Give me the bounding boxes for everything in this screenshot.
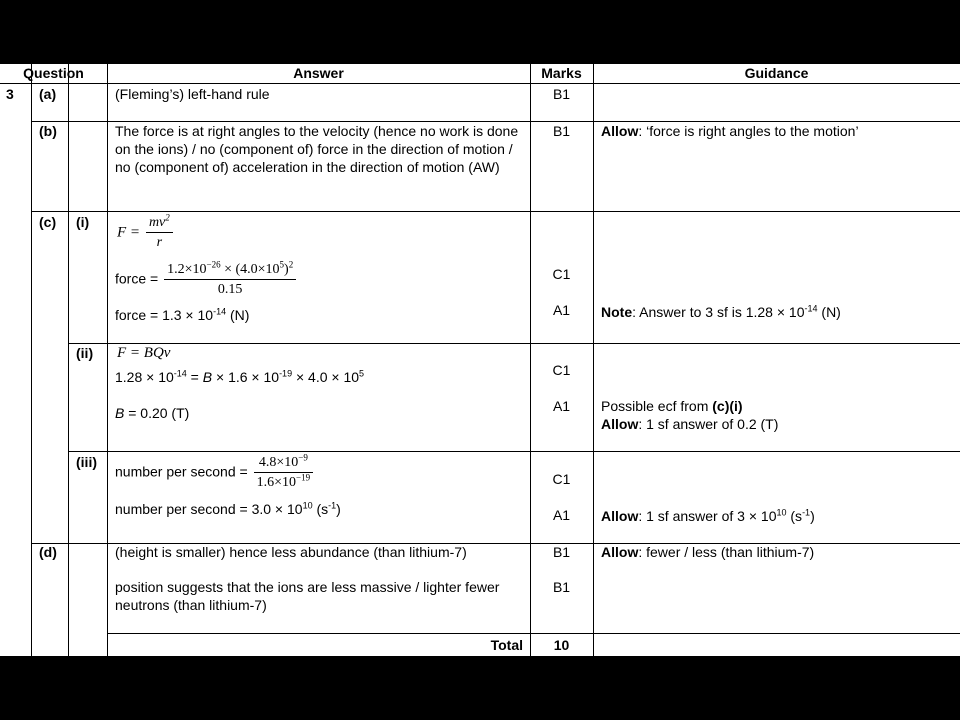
- guidance-c-ii-2: [601, 415, 778, 433]
- marks-c-ii-2: A1: [552, 398, 571, 414]
- marks-c-iii-1: C1: [552, 471, 571, 487]
- guidance-text-a: : 1 sf answer of 3 × 10: [638, 508, 777, 524]
- part-label-c: (c): [39, 214, 57, 230]
- force-num-a-sup: −26: [206, 259, 221, 270]
- guidance-keyword: Allow: [601, 123, 639, 139]
- number-per-second-fraction: [115, 452, 315, 491]
- guidance-c-i: [601, 303, 841, 321]
- nps-den: 1.6×10: [256, 475, 296, 490]
- field-result: [115, 404, 189, 422]
- marks-c-ii-1: C1: [552, 362, 571, 378]
- answer-b: The force is at right angles to the velocity (hence no work is done on the ions) / no (component of) force in the direction of motion / no (component of) acceleration in the direction of motion (AW): [115, 123, 519, 175]
- header-question: Question: [23, 65, 84, 81]
- force-num-c: ): [284, 262, 289, 277]
- field-substitution: [115, 368, 364, 386]
- guidance-text-b: (s: [786, 508, 803, 524]
- marks-c-iii-2: A1: [552, 507, 571, 523]
- formula-centripetal: [117, 212, 175, 251]
- nps-den-sup: −19: [296, 472, 311, 483]
- guidance-d: [601, 543, 814, 561]
- force-label: force =: [115, 270, 159, 287]
- guidance-text-b: (N): [817, 304, 841, 320]
- formula-num: mv: [148, 215, 166, 230]
- sub-c: × 1.6 × 10: [212, 369, 280, 385]
- guidance-sup1: 10: [776, 507, 787, 518]
- force-num-c-sup: 2: [288, 259, 294, 270]
- guidance-keyword: Allow: [601, 508, 639, 524]
- sub-label-c-iii: (iii): [76, 454, 97, 470]
- guidance-text: : ‘force is right angles to the motion’: [638, 123, 859, 139]
- force-result-sup: -14: [213, 306, 227, 317]
- guidance-c-iii: [601, 507, 815, 525]
- col-divider: [107, 63, 108, 656]
- marks-c-i-1: C1: [552, 266, 571, 282]
- nps-result-c: ): [336, 501, 341, 517]
- row-divider: [68, 451, 960, 452]
- sub-label-c-ii: (ii): [76, 345, 94, 361]
- guidance-keyword: Allow: [601, 544, 639, 560]
- row-divider: [0, 83, 960, 84]
- result-rest: = 0.20 (T): [124, 405, 190, 421]
- header-answer: Answer: [293, 65, 344, 81]
- marks-c-i-2: A1: [552, 302, 571, 318]
- row-divider: [31, 211, 960, 212]
- part-label-a: (a): [39, 86, 57, 102]
- guidance-ref: (c)(i): [712, 398, 743, 414]
- formula-fraction: [146, 212, 173, 251]
- answer-d-2: position suggests that the ions are less massive / lighter fewer neutrons (than lithium-7): [115, 579, 500, 613]
- sub-sup3: 5: [359, 368, 365, 379]
- formula-den: r: [156, 235, 163, 250]
- sub-label-c-i: (i): [76, 214, 90, 230]
- force-result-a: force = 1.3 × 10: [115, 307, 214, 323]
- sub-d: × 4.0 × 10: [292, 369, 360, 385]
- result-B: B: [115, 405, 125, 421]
- force-num-a: 1.2×10: [167, 262, 207, 277]
- row-divider: [68, 343, 960, 344]
- guidance-sup2: -1: [802, 507, 811, 518]
- force-fraction: [164, 259, 296, 298]
- formula-lhs: F =: [117, 224, 141, 241]
- formula-num-sup: 2: [165, 212, 170, 223]
- total-label: Total: [490, 637, 523, 653]
- guidance-text-a: Possible ecf from: [601, 398, 713, 414]
- header-marks: Marks: [541, 65, 582, 81]
- nps-result-sup1: 10: [302, 500, 313, 511]
- answer-a: (Fleming’s) left-hand rule: [115, 86, 270, 102]
- header-guidance: Guidance: [744, 65, 809, 81]
- col-divider: [68, 63, 69, 656]
- marks-b: B1: [552, 123, 571, 139]
- force-substitution: [115, 259, 298, 298]
- guidance-text: : fewer / less (than lithium-7): [638, 544, 815, 560]
- nps-result-a: number per second = 3.0 × 10: [115, 501, 303, 517]
- marks-a: B1: [552, 86, 571, 102]
- sub-b: =: [186, 369, 203, 385]
- sub-sup1: -14: [173, 368, 187, 379]
- col-divider: [31, 63, 32, 656]
- nps-fraction: [254, 452, 313, 491]
- sub-B: B: [202, 369, 213, 385]
- guidance-text: : 1 sf answer of 0.2 (T): [638, 416, 779, 432]
- force-den: 0.15: [217, 282, 243, 297]
- col-divider: [530, 63, 531, 656]
- guidance-b: [601, 122, 859, 140]
- nps-result-b: (s: [312, 501, 329, 517]
- force-num-b: × (4.0×10: [220, 262, 280, 277]
- force-result-b: (N): [226, 307, 250, 323]
- force-num-b-sup: 5: [279, 259, 285, 270]
- question-number: 3: [6, 86, 14, 102]
- formula-magnetic-force: F = BQv: [117, 345, 171, 361]
- sub-sup2: -19: [279, 368, 293, 379]
- total-marks: 10: [553, 637, 570, 653]
- guidance-c-ii-1: [601, 397, 743, 415]
- part-label-d: (d): [39, 544, 57, 560]
- mark-scheme-table: [0, 63, 960, 656]
- sub-a: 1.28 × 10: [115, 369, 174, 385]
- nps-num: 4.8×10: [258, 455, 299, 470]
- nps-num-sup: −9: [298, 452, 308, 463]
- guidance-sup: -14: [804, 303, 818, 314]
- guidance-text-c: ): [810, 508, 815, 524]
- nps-label: number per second =: [115, 463, 248, 480]
- part-label-b: (b): [39, 123, 57, 139]
- col-divider: [593, 63, 594, 656]
- guidance-keyword: Allow: [601, 416, 639, 432]
- answer-d-1: (height is smaller) hence less abundance (than lithium-7): [115, 544, 467, 560]
- marks-d-1: B1: [552, 544, 571, 560]
- force-result: [115, 306, 249, 324]
- nps-result-sup2: -1: [328, 500, 337, 511]
- guidance-keyword: Note: [601, 304, 633, 320]
- marks-d-2: B1: [552, 579, 571, 595]
- guidance-text-a: : Answer to 3 sf is 1.28 × 10: [632, 304, 805, 320]
- row-divider: [107, 633, 960, 634]
- number-per-second-result: [115, 500, 341, 518]
